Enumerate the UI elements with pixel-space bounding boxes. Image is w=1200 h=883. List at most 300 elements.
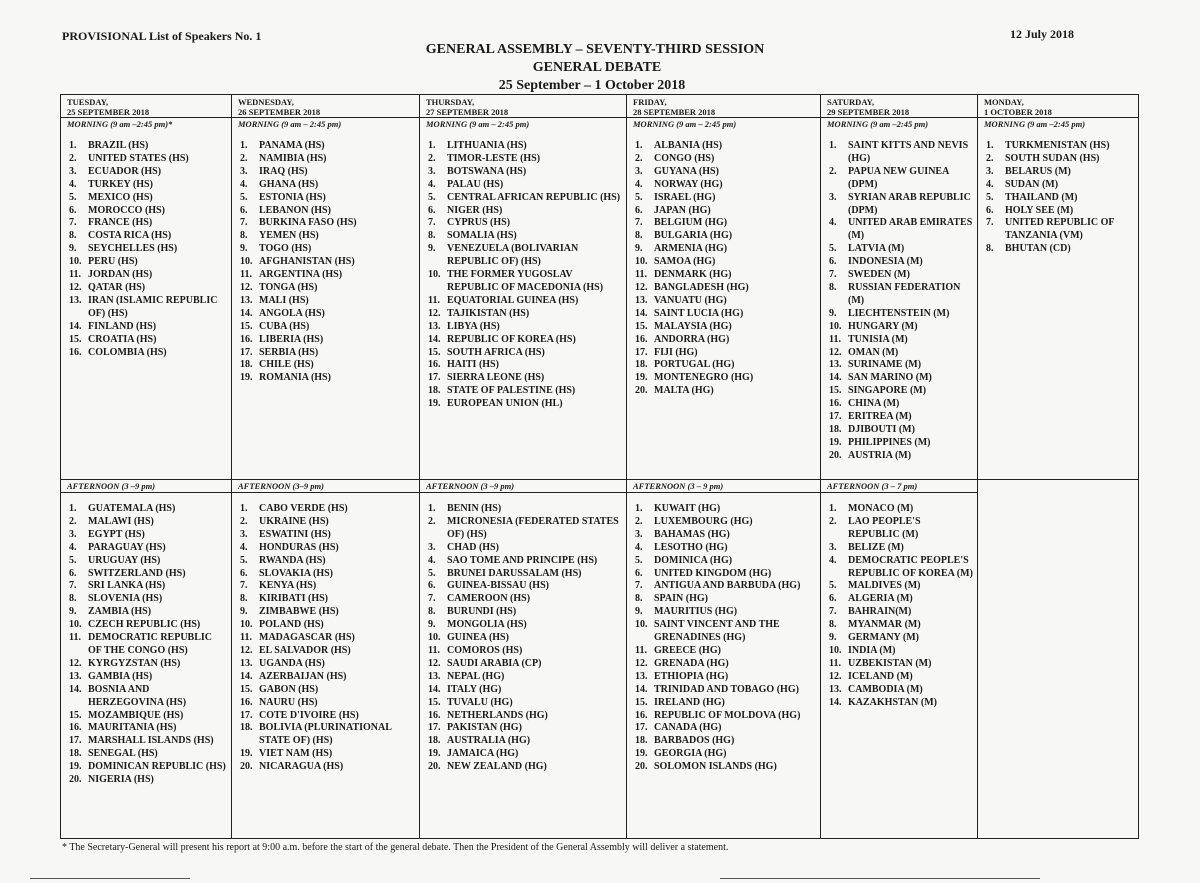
- date-range-title: 25 September – 1 October 2018: [498, 78, 686, 93]
- speaker-item: [428, 555, 622, 568]
- speaker-item: [428, 684, 622, 697]
- speaker-name: BELIZE (M): [848, 541, 904, 553]
- speaker-name: LIBYA (HS): [447, 320, 500, 332]
- speaker-list: [821, 130, 977, 463]
- day-header: [978, 95, 1138, 117]
- speaker-item: [635, 645, 816, 658]
- speaker-number: 5.: [428, 191, 436, 203]
- speaker-list: [627, 493, 820, 774]
- speaker-item: [829, 606, 973, 619]
- speaker-item: [69, 658, 227, 671]
- speaker-list: [978, 130, 1138, 256]
- speaker-name: HUNGARY (M): [848, 320, 918, 332]
- speaker-item: [428, 359, 622, 372]
- speaker-item: [240, 192, 415, 205]
- speaker-number: 5.: [829, 243, 837, 255]
- speaker-number: 5.: [635, 191, 643, 203]
- speaker-name: STATE OF PALESTINE (HS): [447, 385, 576, 397]
- speaker-number: 12.: [69, 281, 82, 293]
- speaker-number: 5.: [69, 554, 77, 566]
- speaker-name: ERITREA (M): [848, 411, 912, 423]
- speaker-number: 11.: [829, 333, 841, 345]
- speaker-list: [420, 130, 626, 411]
- speaker-name: SWEDEN (M): [848, 269, 910, 281]
- speaker-name: HAITI (HS): [447, 359, 499, 371]
- speaker-number: 6.: [635, 204, 643, 216]
- speaker-number: 2.: [69, 515, 77, 527]
- speaker-name: CENTRAL AFRICAN REPUBLIC (HS): [447, 191, 621, 203]
- speaker-number: 12.: [635, 281, 648, 293]
- speaker-name: BRUNEI DARUSSALAM (HS): [447, 567, 582, 579]
- speaker-number: 6.: [240, 567, 248, 579]
- morning-cell: [61, 95, 232, 480]
- speaker-name: INDIA (M): [848, 644, 896, 656]
- speaker-name: YEMEN (HS): [259, 230, 319, 242]
- speaker-name: MALI (HS): [259, 294, 309, 306]
- speaker-number: 18.: [635, 359, 648, 371]
- speaker-number: 14.: [69, 683, 82, 695]
- speaker-name: GUINEA-BISSAU (HS): [447, 580, 549, 592]
- day-date: 27 SEPTEMBER 2018: [426, 106, 509, 117]
- speaker-name: GEORGIA (HG): [654, 748, 727, 760]
- speaker-item: [69, 295, 227, 321]
- speaker-name: RUSSIAN FEDERATION (M): [848, 281, 961, 306]
- speaker-name: CABO VERDE (HS): [259, 503, 348, 514]
- speaker-number: 13.: [69, 294, 82, 306]
- speaker-name: VENEZUELA (BOLIVARIAN REPUBLIC OF) (HS): [447, 243, 579, 268]
- speaker-number: 4.: [829, 217, 837, 229]
- speaker-name: BELGIUM (HG): [654, 217, 728, 229]
- speaker-item: [69, 722, 227, 735]
- speaker-item: [986, 140, 1134, 153]
- speaker-item: [428, 503, 622, 516]
- speaker-number: 7.: [829, 269, 837, 281]
- speaker-number: 19.: [69, 761, 82, 773]
- speaker-name: EL SALVADOR (HS): [259, 644, 351, 656]
- speaker-number: 8.: [635, 230, 643, 242]
- session-label: MORNING (9 am –2:45 pm): [821, 117, 977, 130]
- speaker-name: PARAGUAY (HS): [88, 541, 166, 553]
- afternoon-cell: [61, 480, 232, 839]
- speaker-number: 2.: [69, 152, 77, 164]
- speaker-name: TONGA (HS): [259, 281, 318, 293]
- speaker-number: 14.: [829, 372, 842, 384]
- speaker-item: [635, 308, 816, 321]
- speaker-item: [69, 321, 227, 334]
- speaker-number: 3.: [428, 165, 436, 177]
- speaker-name: GHANA (HS): [259, 178, 319, 190]
- speaker-item: [69, 529, 227, 542]
- afternoon-cell: [821, 480, 978, 839]
- speaker-name: PAKISTAN (HG): [447, 722, 522, 734]
- morning-cell: [232, 95, 420, 480]
- speaker-number: 12.: [829, 670, 842, 682]
- speaker-name: NORWAY (HG): [654, 178, 723, 190]
- speaker-name: INDONESIA (M): [848, 256, 923, 268]
- speaker-item: [829, 269, 973, 282]
- speaker-number: 4.: [428, 554, 436, 566]
- speaker-item: [635, 568, 816, 581]
- speaker-name: ALGERIA (M): [848, 593, 913, 605]
- speaker-item: [240, 321, 415, 334]
- speaker-number: 9.: [240, 606, 248, 618]
- speaker-item: [635, 761, 816, 774]
- speaker-item: [69, 580, 227, 593]
- speaker-name: SAINT VINCENT AND THE GRENADINES (HG): [654, 619, 780, 644]
- speaker-name: PHILIPPINES (M): [848, 436, 931, 448]
- afternoon-cell: [978, 480, 1139, 839]
- speaker-name: MYANMAR (M): [848, 619, 921, 631]
- speaker-name: NIGER (HS): [447, 204, 503, 216]
- speaker-number: 10.: [69, 256, 82, 268]
- speaker-item: [829, 217, 973, 243]
- morning-row: [61, 95, 1139, 480]
- speaker-item: [635, 529, 816, 542]
- speaker-number: 14.: [428, 683, 441, 695]
- speaker-list: [627, 130, 820, 398]
- speaker-name: SOLOMON ISLANDS (HG): [654, 761, 777, 773]
- speaker-name: DEMOCRATIC PEOPLE'S REPUBLIC OF KOREA (M): [848, 554, 973, 579]
- speaker-item: [69, 710, 227, 723]
- speaker-number: 1.: [829, 503, 837, 514]
- speaker-number: 13.: [635, 294, 648, 306]
- speaker-number: 7.: [635, 217, 643, 229]
- speaker-number: 16.: [635, 709, 648, 721]
- speaker-number: 3.: [240, 528, 248, 540]
- speaker-item: [240, 568, 415, 581]
- speaker-item: [829, 619, 973, 632]
- speaker-item: [829, 308, 973, 321]
- speaker-name: THAILAND (M): [1005, 191, 1078, 203]
- speaker-number: 2.: [829, 515, 837, 527]
- speaker-name: AZERBAIJAN (HS): [259, 670, 347, 682]
- speaker-name: REPUBLIC OF MOLDOVA (HG): [654, 709, 801, 721]
- speaker-item: [635, 619, 816, 645]
- speaker-name: SYRIAN ARAB REPUBLIC (DPM): [848, 191, 971, 216]
- speaker-item: [829, 645, 973, 658]
- speaker-item: [428, 735, 622, 748]
- speaker-item: [240, 334, 415, 347]
- speaker-item: [635, 593, 816, 606]
- speaker-number: 4.: [69, 178, 77, 190]
- speaker-item: [635, 503, 816, 516]
- speaker-name: BOSNIA AND HERZEGOVINA (HS): [88, 683, 187, 708]
- speaker-number: 10.: [635, 619, 648, 631]
- speaker-number: 1.: [240, 140, 248, 151]
- speaker-number: 4.: [829, 554, 837, 566]
- speaker-item: [829, 398, 973, 411]
- speaker-number: 3.: [240, 165, 248, 177]
- speaker-name: GAMBIA (HS): [88, 670, 153, 682]
- session-label: MORNING (9 am – 2:45 pm): [232, 117, 419, 130]
- speaker-list: [61, 493, 231, 787]
- speaker-item: [428, 269, 622, 295]
- speaker-name: LITHUANIA (HS): [447, 140, 527, 151]
- speaker-item: [428, 619, 622, 632]
- speaker-item: [635, 372, 816, 385]
- speaker-item: [69, 269, 227, 282]
- speaker-name: BURKINA FASO (HS): [259, 217, 357, 229]
- speaker-item: [635, 671, 816, 684]
- session-label: MORNING (9 am –2:45 pm)*: [61, 117, 231, 130]
- afternoon-row: [61, 480, 1139, 839]
- speaker-number: 2.: [428, 515, 436, 527]
- speaker-name: MOROCCO (HS): [88, 204, 165, 216]
- speaker-name: EUROPEAN UNION (HL): [447, 398, 563, 410]
- speaker-number: 12.: [428, 307, 441, 319]
- speaker-name: MADAGASCAR (HS): [259, 632, 355, 644]
- speaker-name: CUBA (HS): [259, 320, 310, 332]
- speaker-name: PORTUGAL (HG): [654, 359, 735, 371]
- speaker-number: 15.: [428, 696, 441, 708]
- speaker-item: [829, 282, 973, 308]
- speaker-item: [829, 580, 973, 593]
- speaker-name: NAMIBIA (HS): [259, 152, 327, 164]
- speaker-number: 12.: [240, 644, 253, 656]
- speaker-number: 15.: [635, 320, 648, 332]
- speaker-number: 4.: [69, 541, 77, 553]
- speaker-item: [829, 450, 973, 463]
- speaker-name: ESWATINI (HS): [259, 528, 331, 540]
- list-label: PROVISIONAL List of Speakers No. 1: [62, 29, 262, 43]
- speaker-name: SIERRA LEONE (HS): [447, 372, 545, 384]
- morning-cell: [978, 95, 1139, 480]
- speaker-name: LATVIA (M): [848, 243, 905, 255]
- day-name: THURSDAY,: [426, 97, 475, 107]
- speaker-name: ITALY (HG): [447, 683, 502, 695]
- day-name: TUESDAY,: [67, 97, 109, 107]
- speaker-item: [428, 334, 622, 347]
- speaker-item: [635, 230, 816, 243]
- speaker-number: 17.: [240, 709, 253, 721]
- speaker-number: 16.: [428, 709, 441, 721]
- speaker-item: [829, 671, 973, 684]
- speaker-item: [635, 321, 816, 334]
- speaker-number: 20.: [635, 761, 648, 773]
- speaker-name: ANGOLA (HS): [259, 307, 325, 319]
- speaker-name: TOGO (HS): [259, 243, 312, 255]
- speaker-name: BENIN (HS): [447, 503, 502, 514]
- speaker-name: VANUATU (HG): [654, 294, 727, 306]
- speaker-number: 15.: [240, 320, 253, 332]
- speaker-number: 13.: [635, 670, 648, 682]
- speaker-name: FIJI (HG): [654, 346, 698, 358]
- speaker-item: [428, 347, 622, 360]
- speaker-item: [69, 140, 227, 153]
- speaker-name: SERBIA (HS): [259, 346, 319, 358]
- speaker-item: [240, 580, 415, 593]
- speaker-name: NETHERLANDS (HG): [447, 709, 548, 721]
- morning-cell: [420, 95, 627, 480]
- speaker-name: MALAWI (HS): [88, 515, 154, 527]
- speaker-number: 2.: [986, 152, 994, 164]
- speaker-number: 6.: [69, 204, 77, 216]
- speaker-item: [69, 593, 227, 606]
- speaker-number: 19.: [428, 398, 441, 410]
- speaker-name: LIBERIA (HS): [259, 333, 324, 345]
- speaker-number: 7.: [69, 217, 77, 229]
- speaker-number: 13.: [829, 683, 842, 695]
- speaker-item: [240, 710, 415, 723]
- speaker-number: 8.: [829, 281, 837, 293]
- speaker-item: [829, 542, 973, 555]
- speaker-item: [635, 282, 816, 295]
- speaker-number: 17.: [635, 346, 648, 358]
- speaker-item: [69, 153, 227, 166]
- speaker-item: [829, 347, 973, 360]
- speaker-item: [986, 166, 1134, 179]
- document-date: 12 July 2018: [1010, 27, 1075, 41]
- speaker-number: 13.: [829, 359, 842, 371]
- speaker-item: [69, 555, 227, 568]
- speaker-name: CYPRUS (HS): [447, 217, 511, 229]
- speaker-name: SUDAN (M): [1005, 178, 1059, 190]
- speaker-item: [635, 179, 816, 192]
- speaker-number: 12.: [240, 281, 253, 293]
- speaker-number: 4.: [635, 541, 643, 553]
- speaker-number: 3.: [69, 165, 77, 177]
- speaker-item: [240, 555, 415, 568]
- speaker-item: [240, 645, 415, 658]
- speaker-item: [829, 632, 973, 645]
- speaker-item: [635, 658, 816, 671]
- speaker-number: 11.: [240, 269, 252, 281]
- speaker-number: 15.: [69, 709, 82, 721]
- speaker-name: DENMARK (HG): [654, 269, 732, 281]
- speaker-number: 17.: [635, 722, 648, 734]
- day-header: [232, 95, 419, 117]
- speaker-name: JAMAICA (HG): [447, 748, 519, 760]
- speaker-name: EQUATORIAL GUINEA (HS): [447, 294, 579, 306]
- speaker-number: 8.: [829, 619, 837, 631]
- speaker-list: [978, 480, 1138, 490]
- speaker-number: 18.: [240, 722, 253, 734]
- speaker-name: UNITED ARAB EMIRATES (M): [848, 217, 973, 242]
- speaker-item: [428, 761, 622, 774]
- speaker-number: 14.: [240, 670, 253, 682]
- speaker-number: 5.: [829, 580, 837, 592]
- speaker-number: 18.: [428, 385, 441, 397]
- speaker-list: [61, 130, 231, 359]
- speaker-name: KYRGYZSTAN (HS): [88, 657, 181, 669]
- speaker-number: 8.: [635, 593, 643, 605]
- speaker-name: TURKMENISTAN (HS): [1005, 140, 1110, 151]
- speaker-item: [240, 593, 415, 606]
- speaker-name: MICRONESIA (FEDERATED STATES OF) (HS): [447, 515, 619, 540]
- speaker-item: [829, 411, 973, 424]
- speaker-name: BRAZIL (HS): [88, 140, 149, 151]
- speaker-number: 10.: [240, 619, 253, 631]
- speaker-name: ANDORRA (HG): [654, 333, 730, 345]
- speaker-number: 13.: [240, 294, 253, 306]
- speaker-name: GREECE (HG): [654, 644, 721, 656]
- speaker-number: 6.: [428, 580, 436, 592]
- speaker-name: GUATEMALA (HS): [88, 503, 176, 514]
- speaker-item: [69, 256, 227, 269]
- speaker-name: ANTIGUA AND BARBUDA (HG): [654, 580, 801, 592]
- speaker-name: UKRAINE (HS): [259, 515, 329, 527]
- speaker-item: [829, 372, 973, 385]
- speaker-name: UZBEKISTAN (M): [848, 657, 932, 669]
- speaker-item: [69, 748, 227, 761]
- speaker-item: [428, 568, 622, 581]
- speaker-number: 8.: [428, 606, 436, 618]
- speaker-number: 18.: [829, 423, 842, 435]
- speaker-name: BAHAMAS (HG): [654, 528, 730, 540]
- speaker-name: ZAMBIA (HS): [88, 606, 152, 618]
- speaker-item: [829, 385, 973, 398]
- speaker-name: GABON (HS): [259, 683, 319, 695]
- speaker-item: [240, 282, 415, 295]
- speaker-number: 9.: [69, 243, 77, 255]
- speaker-name: CONGO (HS): [654, 152, 715, 164]
- session-label: MORNING (9 am – 2:45 pm): [627, 117, 820, 130]
- session-label: AFTERNOON (3 –9 pm): [420, 480, 626, 493]
- day-name: FRIDAY,: [633, 97, 667, 107]
- speaker-number: 19.: [240, 372, 253, 384]
- session-label: AFTERNOON (3 – 7 pm): [821, 480, 977, 493]
- speaker-name: GRENADA (HG): [654, 657, 729, 669]
- speaker-number: 1.: [69, 140, 77, 151]
- speaker-number: 6.: [829, 593, 837, 605]
- bottom-rule: [30, 878, 190, 879]
- session-title: GENERAL ASSEMBLY – SEVENTY-THIRD SESSION: [425, 42, 765, 57]
- speaker-name: NEPAL (HG): [447, 670, 505, 682]
- speaker-item: [240, 347, 415, 360]
- speaker-number: 12.: [428, 657, 441, 669]
- speaker-item: [829, 503, 973, 516]
- speaker-name: SINGAPORE (M): [848, 385, 927, 397]
- speaker-number: 10.: [829, 320, 842, 332]
- speaker-number: 16.: [635, 333, 648, 345]
- speaker-item: [428, 372, 622, 385]
- speaker-name: GUINEA (HS): [447, 632, 509, 644]
- speaker-number: 1.: [428, 503, 436, 514]
- speaker-item: [829, 593, 973, 606]
- afternoon-cell: [232, 480, 420, 839]
- speaker-number: 10.: [240, 256, 253, 268]
- speaker-number: 11.: [635, 269, 647, 281]
- speaker-name: SLOVENIA (HS): [88, 593, 163, 605]
- speaker-number: 6.: [829, 256, 837, 268]
- speaker-number: 7.: [240, 580, 248, 592]
- speaker-number: 13.: [240, 657, 253, 669]
- speaker-list: [821, 493, 977, 710]
- speaker-name: KENYA (HS): [259, 580, 317, 592]
- speaker-number: 9.: [635, 606, 643, 618]
- speaker-item: [240, 372, 415, 385]
- session-label: MORNING (9 am – 2:45 pm): [420, 117, 626, 130]
- speaker-item: [635, 140, 816, 153]
- day-name: WEDNESDAY,: [238, 97, 294, 107]
- speaker-item: [635, 295, 816, 308]
- speaker-name: BANGLADESH (HG): [654, 281, 749, 293]
- speaker-item: [69, 619, 227, 632]
- speaker-number: 17.: [829, 411, 842, 423]
- speaker-number: 19.: [635, 748, 648, 760]
- speaker-item: [240, 671, 415, 684]
- speaker-item: [428, 153, 622, 166]
- speaker-number: 3.: [428, 541, 436, 553]
- speaker-item: [829, 140, 973, 166]
- speaker-item: [240, 230, 415, 243]
- speaker-number: 2.: [240, 152, 248, 164]
- speaker-name: ISRAEL (HG): [654, 191, 716, 203]
- speaker-name: BHUTAN (CD): [1005, 243, 1071, 255]
- speaker-number: 8.: [69, 230, 77, 242]
- speaker-name: BELARUS (M): [1005, 165, 1071, 177]
- speaker-number: 7.: [635, 580, 643, 592]
